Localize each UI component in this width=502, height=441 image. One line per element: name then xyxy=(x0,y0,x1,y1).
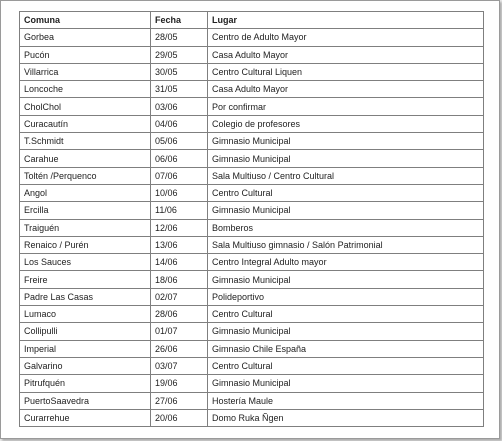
cell-fecha: 20/06 xyxy=(151,409,208,426)
cell-lugar: Polideportivo xyxy=(208,288,484,305)
header-comuna: Comuna xyxy=(20,12,151,29)
table-row xyxy=(20,81,484,98)
cell-comuna: Curacautín xyxy=(20,115,151,132)
table-row xyxy=(20,236,484,253)
cell-comuna: Imperial xyxy=(20,340,151,357)
cell-lugar: Gimnasio Chile España xyxy=(208,340,484,357)
cell-comuna: Renaico / Purén xyxy=(20,236,151,253)
cell-lugar: Gimnasio Municipal xyxy=(208,271,484,288)
cell-comuna: Gorbea xyxy=(20,29,151,46)
table-row xyxy=(20,357,484,374)
schedule-table xyxy=(19,11,484,427)
cell-fecha: 28/06 xyxy=(151,306,208,323)
cell-lugar: Centro de Adulto Mayor xyxy=(208,29,484,46)
cell-comuna: Carahue xyxy=(20,150,151,167)
cell-fecha: 02/07 xyxy=(151,288,208,305)
cell-comuna: Ercilla xyxy=(20,202,151,219)
cell-fecha: 31/05 xyxy=(151,81,208,98)
cell-lugar: Gimnasio Municipal xyxy=(208,375,484,392)
cell-lugar: Gimnasio Municipal xyxy=(208,323,484,340)
cell-fecha: 10/06 xyxy=(151,184,208,201)
table-row xyxy=(20,254,484,271)
table-row xyxy=(20,133,484,150)
cell-fecha: 28/05 xyxy=(151,29,208,46)
cell-fecha: 06/06 xyxy=(151,150,208,167)
cell-lugar: Sala Multiuso / Centro Cultural xyxy=(208,167,484,184)
cell-fecha: 07/06 xyxy=(151,167,208,184)
cell-lugar: Centro Cultural xyxy=(208,357,484,374)
cell-comuna: Galvarino xyxy=(20,357,151,374)
cell-fecha: 05/06 xyxy=(151,133,208,150)
cell-comuna: PuertoSaavedra xyxy=(20,392,151,409)
cell-comuna: Collipulli xyxy=(20,323,151,340)
cell-lugar: Colegio de profesores xyxy=(208,115,484,132)
cell-comuna: Pitrufquén xyxy=(20,375,151,392)
table-header-row xyxy=(20,12,484,29)
cell-fecha: 19/06 xyxy=(151,375,208,392)
table-row xyxy=(20,184,484,201)
cell-fecha: 11/06 xyxy=(151,202,208,219)
table-row xyxy=(20,392,484,409)
cell-lugar: Bomberos xyxy=(208,219,484,236)
cell-lugar: Gimnasio Municipal xyxy=(208,150,484,167)
cell-lugar: Centro Cultural xyxy=(208,184,484,201)
cell-fecha: 29/05 xyxy=(151,46,208,63)
table-row xyxy=(20,167,484,184)
cell-lugar: Centro Cultural Liquen xyxy=(208,63,484,80)
cell-comuna: Toltén /Perquenco xyxy=(20,167,151,184)
cell-lugar: Centro Cultural xyxy=(208,306,484,323)
cell-fecha: 12/06 xyxy=(151,219,208,236)
table-row xyxy=(20,323,484,340)
cell-fecha: 14/06 xyxy=(151,254,208,271)
cell-lugar: Gimnasio Municipal xyxy=(208,133,484,150)
table-row xyxy=(20,271,484,288)
table-row xyxy=(20,98,484,115)
cell-lugar: Gimnasio Municipal xyxy=(208,202,484,219)
table-row xyxy=(20,409,484,426)
table-row xyxy=(20,219,484,236)
cell-fecha: 27/06 xyxy=(151,392,208,409)
cell-comuna: Los Sauces xyxy=(20,254,151,271)
cell-comuna: Villarrica xyxy=(20,63,151,80)
cell-lugar: Casa Adulto Mayor xyxy=(208,81,484,98)
cell-lugar: Hostería Maule xyxy=(208,392,484,409)
cell-lugar: Centro Integral Adulto mayor xyxy=(208,254,484,271)
table-row xyxy=(20,288,484,305)
cell-comuna: Loncoche xyxy=(20,81,151,98)
cell-lugar: Casa Adulto Mayor xyxy=(208,46,484,63)
table-body xyxy=(20,29,484,427)
cell-fecha: 01/07 xyxy=(151,323,208,340)
cell-lugar: Por confirmar xyxy=(208,98,484,115)
cell-comuna: CholChol xyxy=(20,98,151,115)
cell-comuna: Lumaco xyxy=(20,306,151,323)
cell-lugar: Domo Ruka Ñgen xyxy=(208,409,484,426)
table-row xyxy=(20,340,484,357)
header-lugar: Lugar xyxy=(208,12,484,29)
header-fecha: Fecha xyxy=(151,12,208,29)
cell-comuna: Traiguén xyxy=(20,219,151,236)
cell-comuna: Curarrehue xyxy=(20,409,151,426)
cell-fecha: 03/07 xyxy=(151,357,208,374)
cell-comuna: Freire xyxy=(20,271,151,288)
cell-comuna: Padre Las Casas xyxy=(20,288,151,305)
table-row xyxy=(20,202,484,219)
cell-fecha: 30/05 xyxy=(151,63,208,80)
cell-fecha: 18/06 xyxy=(151,271,208,288)
cell-lugar: Sala Multiuso gimnasio / Salón Patrimonial xyxy=(208,236,484,253)
cell-fecha: 13/06 xyxy=(151,236,208,253)
table-row xyxy=(20,306,484,323)
cell-comuna: T.Schmidt xyxy=(20,133,151,150)
cell-comuna: Angol xyxy=(20,184,151,201)
table-row xyxy=(20,375,484,392)
table-row xyxy=(20,150,484,167)
table-row xyxy=(20,46,484,63)
cell-fecha: 03/06 xyxy=(151,98,208,115)
table-row xyxy=(20,115,484,132)
cell-fecha: 04/06 xyxy=(151,115,208,132)
cell-comuna: Pucón xyxy=(20,46,151,63)
table-row xyxy=(20,63,484,80)
table-row xyxy=(20,29,484,46)
cell-fecha: 26/06 xyxy=(151,340,208,357)
